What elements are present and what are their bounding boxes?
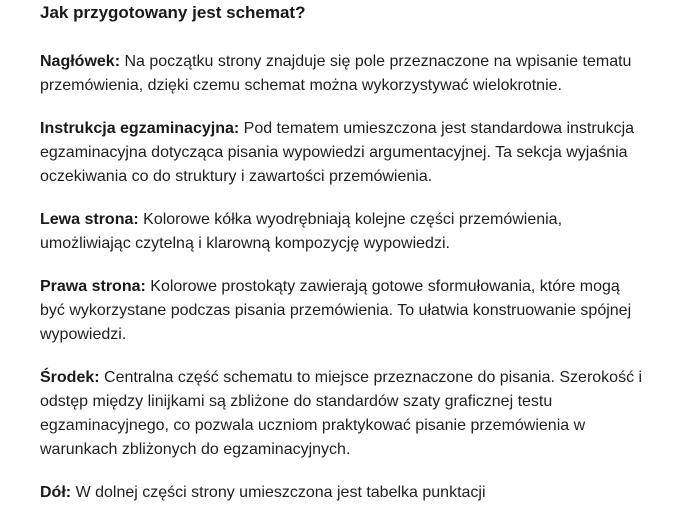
section-text: Na początku strony znajduje się pole przeznaczone na wpisanie tematu przemówienia, dzięki czemu schemat można wykorzystywać wielokrotnie. (40, 53, 632, 94)
section-label: Prawa strona: (40, 278, 146, 295)
section-label: Dół: (40, 484, 72, 501)
section-srodek (40, 366, 648, 462)
section-instrukcja-egzaminacyjna (40, 117, 648, 189)
section-text: Kolorowe prostokąty zawierają gotowe sformułowania, które mogą być wykorzystane podczas pisania przemówienia. To ułatwia konstruowanie spójnej wypowiedzi. (40, 278, 632, 343)
section-prawa-strona (40, 275, 648, 347)
document-body (40, 1, 648, 505)
section-label: Nagłówek: (40, 53, 121, 70)
section-text: Kolorowe kółka wyodrębniają kolejne części przemówienia, umożliwiając czytelną i klarowną kompozycję wypowiedzi. (40, 211, 563, 252)
section-label: Instrukcja egzaminacyjna: (40, 120, 240, 137)
section-dol (40, 481, 648, 505)
section-label: Środek: (40, 369, 100, 386)
section-label: Lewa strona: (40, 211, 139, 228)
section-text: W dolnej części strony umieszczona jest tabelka punktacji (75, 484, 486, 501)
section-text: Centralna część schematu to miejsce przeznaczone do pisania. Szerokość i odstęp między linijkami są zbliżone do standardów szaty graficznej testu egzaminacyjnego, co pozwala uczniom praktykować pisanie przemówienia w warunkach zbliżonych do egzaminacyjnych. (40, 369, 643, 458)
section-lewa-strona (40, 208, 648, 256)
page-title: Jak przygotowany jest schemat? (40, 3, 306, 22)
section-naglowek (40, 50, 648, 98)
section-text: Pod tematem umieszczona jest standardowa instrukcja egzaminacyjna dotycząca pisania wypowiedzi argumentacyjnej. Ta sekcja wyjaśnia oczekiwania co do struktury i zawartości przemówienia. (40, 120, 635, 185)
